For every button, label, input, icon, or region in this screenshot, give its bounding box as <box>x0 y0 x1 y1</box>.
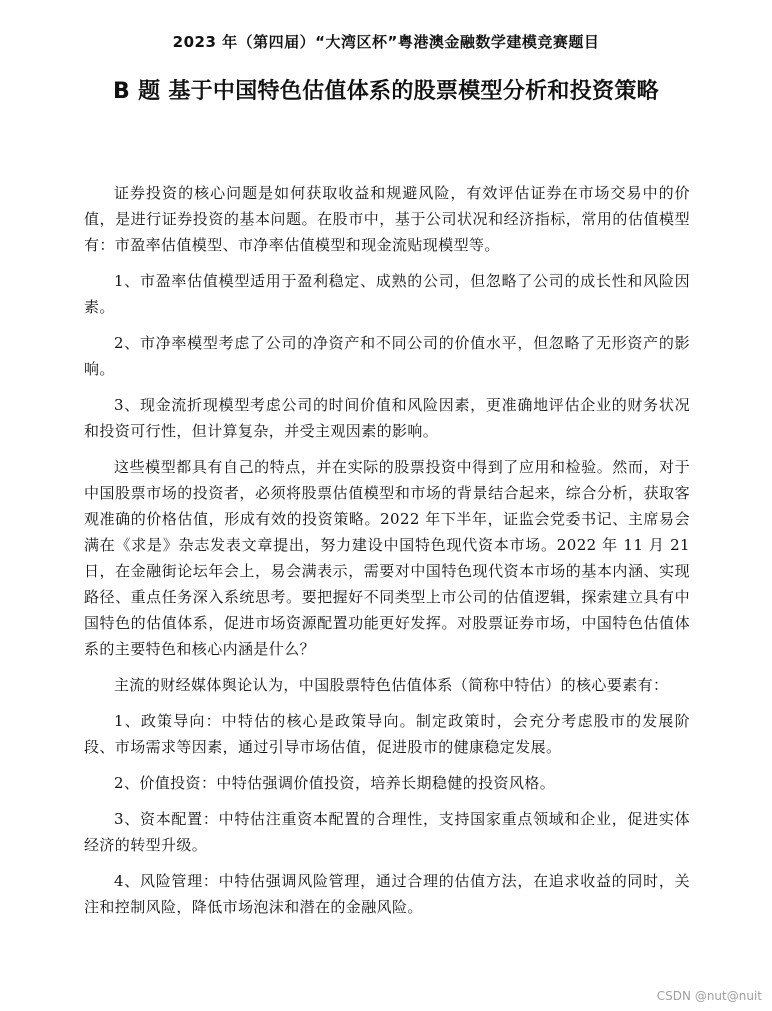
problem-title: B 题 基于中国特色估值体系的股票模型分析和投资策略 <box>113 79 659 104</box>
paragraph-dcf-model: 3、现金流折现模型考虑公司的时间价值和风险因素，更准确地评估企业的财务状况和投资可行性，但计算复杂，并受主观因素的影响。 <box>84 396 690 440</box>
paragraph-background: 这些模型都具有自己的特点，并在实际的股票投资中得到了应用和检验。然而，对于中国股票市场的投资者，必须将股票估值模型和市场的背景结合起来，综合分析，获取客观准确的价格估值，形成有效的投资策略。2022 年下半年，证监会党委书记、主席易会满在《求是》杂志发表文章提出，努力建设中国特色现代资本市场。2022 年 11 月 21 日，在金融街论坛年会上，易会满表示，需要对中国特色现代资本市场的基本内涵、实现路径、重点任务深入系统思考。要把握好不同类型上市公司的估值逻辑，探索建立具有中国特色的估值体系，促进市场资源配置功能更好发挥。对股票证券市场，中国特色估值体系的主要特色和核心内涵是什么？ <box>84 458 690 658</box>
paragraph-intro: 证券投资的核心问题是如何获取收益和规避风险，有效评估证券在市场交易中的价值，是进行证券投资的基本问题。在股市中，基于公司状况和经济指标，常用的估值模型有：市盈率估值模型、市净率估值模型和现金流贴现模型等。 <box>84 184 690 254</box>
paragraph-capital: 3、资本配置：中特估注重资本配置的合理性，支持国家重点领域和企业，促进实体经济的转型升级。 <box>84 810 690 854</box>
paragraph-value: 2、价值投资：中特估强调价值投资，培养长期稳健的投资风格。 <box>114 774 556 792</box>
paragraph-policy: 1、政策导向：中特估的核心是政策导向。制定政策时，会充分考虑股市的发展阶段、市场需求等因素，通过引导市场估值，促进股市的健康稳定发展。 <box>84 712 690 756</box>
csdn-watermark: CSDN @nut@nuit <box>656 989 762 1003</box>
paragraph-risk: 4、风险管理：中特估强调风险管理，通过合理的估值方法，在追求收益的同时，关注和控制风险，降低市场泡沫和潜在的金融风险。 <box>84 872 690 916</box>
paragraph-pb-model: 2、市净率模型考虑了公司的净资产和不同公司的价值水平，但忽略了无形资产的影响。 <box>84 334 690 378</box>
paragraph-core-elements: 主流的财经媒体舆论认为，中国股票特色估值体系（简称中特估）的核心要素有： <box>114 676 669 694</box>
paragraph-pe-model: 1、市盈率估值模型适用于盈利稳定、成熟的公司，但忽略了公司的成长性和风险因素。 <box>84 272 690 316</box>
competition-header: 2023 年（第四届）“大湾区杯”粤港澳金融数学建模竞赛题目 <box>172 33 600 51</box>
document-body <box>84 180 690 930</box>
